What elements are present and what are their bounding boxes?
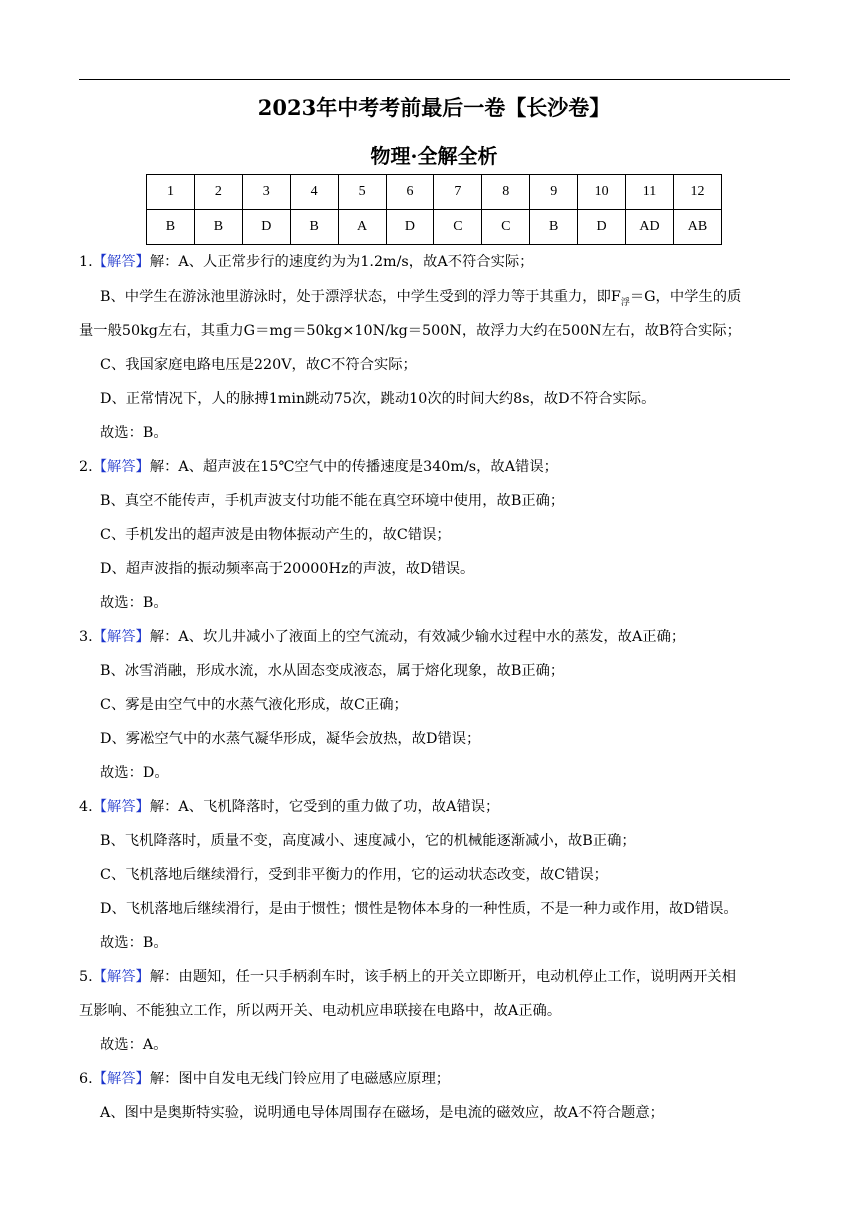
solution-text: 解：由题知，任一只手柄刹车时，该手柄上的开关立即断开，电动机停止工作，说明两开关相 bbox=[149, 969, 737, 985]
question-number-cell: 7 bbox=[434, 175, 482, 210]
question-number-cell: 2 bbox=[194, 175, 242, 210]
question-number-cell: 6 bbox=[386, 175, 434, 210]
solution-4-choice: 故选：B。 bbox=[100, 935, 168, 951]
solution-4-lead bbox=[79, 797, 499, 817]
question-number-cell: 5 bbox=[338, 175, 386, 210]
answer-cell: B bbox=[147, 210, 195, 245]
answer-cell: AD bbox=[626, 210, 674, 245]
answer-cell: B bbox=[530, 210, 578, 245]
answer-tag: 【解答】 bbox=[92, 969, 150, 985]
solution-6-lead bbox=[79, 1069, 450, 1089]
answer-cell: D bbox=[242, 210, 290, 245]
solution-number: 1. bbox=[79, 254, 93, 270]
solution-number: 5. bbox=[79, 969, 93, 985]
header-rule bbox=[79, 79, 790, 80]
solution-4-line: D、飞机落地后继续滑行，是由于惯性；惯性是物体本身的一种性质，不是一种力或作用，故D错误。 bbox=[100, 901, 738, 917]
answer-cell: B bbox=[290, 210, 338, 245]
answer-table-number-row bbox=[147, 175, 722, 210]
answer-tag: 【解答】 bbox=[92, 799, 150, 815]
solution-3-line: B、冰雪消融，形成水流，水从固态变成液态，属于熔化现象，故B正确； bbox=[100, 663, 565, 679]
answer-cell: B bbox=[194, 210, 242, 245]
solution-1-line: 量一般50kg左右，其重力G＝mg＝50kg×10N/kg＝500N，故浮力大约在500N左右，故B符合实际； bbox=[79, 323, 741, 339]
solution-1-line bbox=[100, 287, 741, 313]
question-number-cell: 9 bbox=[530, 175, 578, 210]
answer-tag: 【解答】 bbox=[92, 1071, 150, 1087]
solution-5-line: 互影响、不能独立工作，所以两开关、电动机应串联接在电路中，故A正确。 bbox=[79, 1003, 562, 1019]
solution-3-line: C、雾是由空气中的水蒸气液化形成，故C正确； bbox=[100, 697, 408, 713]
solution-1-lead bbox=[79, 252, 533, 272]
solution-3-choice: 故选：D。 bbox=[100, 765, 169, 781]
solution-text: B、中学生在游泳池里游泳时，处于漂浮状态，中学生受到的浮力等于其重力，即F bbox=[100, 289, 621, 305]
solution-1-line: C、我国家庭电路电压是220V，故C不符合实际； bbox=[100, 357, 417, 373]
solution-number: 2. bbox=[79, 459, 93, 475]
answer-tag: 【解答】 bbox=[92, 629, 150, 645]
solution-text: 解：A、人正常步行的速度约为为1.2m/s，故A不符合实际； bbox=[149, 254, 534, 270]
answer-table-answer-row bbox=[147, 210, 722, 245]
solution-text: 解：A、飞机降落时，它受到的重力做了功，故A错误； bbox=[149, 799, 500, 815]
question-number-cell: 12 bbox=[673, 175, 721, 210]
question-number-cell: 10 bbox=[578, 175, 626, 210]
answer-cell: D bbox=[386, 210, 434, 245]
solution-6-line: A、图中是奥斯特实验，说明通电导体周围存在磁场，是电流的磁效应，故A不符合题意； bbox=[100, 1105, 664, 1121]
solution-2-line: C、手机发出的超声波是由物体振动产生的，故C错误； bbox=[100, 527, 451, 543]
solution-2-lead bbox=[79, 457, 558, 477]
answer-table bbox=[146, 174, 722, 245]
solution-text: 解：图中自发电无线门铃应用了电磁感应原理； bbox=[149, 1071, 451, 1087]
answer-cell: C bbox=[482, 210, 530, 245]
solution-text: 解：A、超声波在15℃空气中的传播速度是340m/s，故A错误； bbox=[149, 459, 558, 475]
question-number-cell: 8 bbox=[482, 175, 530, 210]
solution-4-line: C、飞机落地后继续滑行，受到非平衡力的作用，它的运动状态改变，故C错误； bbox=[100, 867, 608, 883]
question-number-cell: 11 bbox=[626, 175, 674, 210]
solution-3-lead bbox=[79, 627, 685, 647]
solution-1-choice: 故选：B。 bbox=[100, 425, 168, 441]
solution-text: ＝G，中学生的质 bbox=[629, 289, 742, 305]
document-title: 2023年中考考前最后一卷【长沙卷】 bbox=[257, 95, 611, 120]
solution-1-line: D、正常情况下，人的脉搏1min跳动75次，跳动10次的时间大约8s，故D不符合实际。 bbox=[100, 391, 656, 407]
solution-4-line: B、飞机降落时，质量不变，高度减小、速度减小，它的机械能逐渐减小，故B正确； bbox=[100, 833, 636, 849]
answer-tag: 【解答】 bbox=[92, 459, 150, 475]
answer-tag: 【解答】 bbox=[92, 254, 150, 270]
solution-2-choice: 故选：B。 bbox=[100, 595, 168, 611]
solution-5-lead bbox=[79, 967, 736, 987]
answer-cell: D bbox=[578, 210, 626, 245]
answer-cell: A bbox=[338, 210, 386, 245]
solution-2-line: D、超声波指的振动频率高于20000Hz的声波，故D错误。 bbox=[100, 561, 475, 577]
answer-cell: AB bbox=[673, 210, 721, 245]
answer-cell: C bbox=[434, 210, 482, 245]
document-subtitle: 物理·全解全析 bbox=[370, 144, 498, 168]
question-number-cell: 3 bbox=[242, 175, 290, 210]
solution-3-line: D、雾凇空气中的水蒸气凝华形成，凝华会放热，故D错误； bbox=[100, 731, 481, 747]
solution-text: 解：A、坎儿井减小了液面上的空气流动，有效减少输水过程中水的蒸发，故A正确； bbox=[149, 629, 686, 645]
question-number-cell: 1 bbox=[147, 175, 195, 210]
question-number-cell: 4 bbox=[290, 175, 338, 210]
solution-2-line: B、真空不能传声，手机声波支付功能不能在真空环境中使用，故B正确； bbox=[100, 493, 565, 509]
solution-number: 6. bbox=[79, 1071, 93, 1087]
buoyancy-subscript: 浮 bbox=[620, 297, 630, 308]
solution-5-choice: 故选：A。 bbox=[100, 1037, 168, 1053]
solution-number: 3. bbox=[79, 629, 93, 645]
solution-number: 4. bbox=[79, 799, 93, 815]
